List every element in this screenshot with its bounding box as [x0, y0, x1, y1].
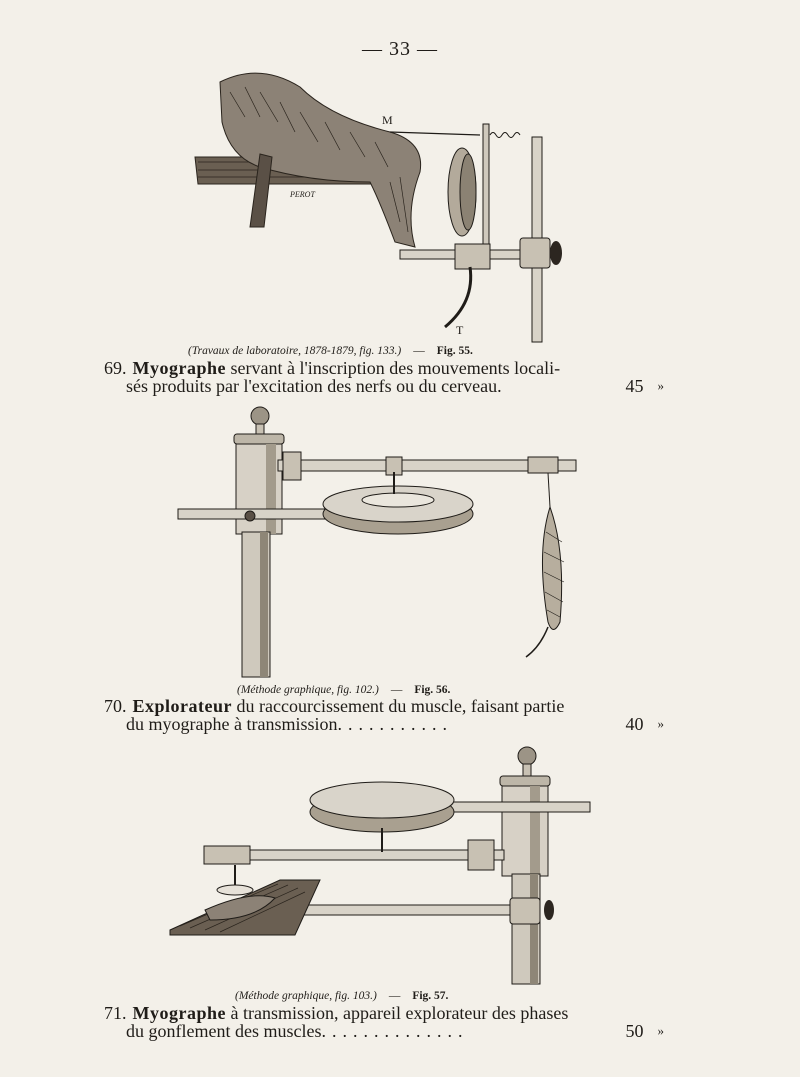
entry-leader: ..............	[321, 1022, 469, 1040]
engraver-signature: PEROT	[290, 190, 315, 199]
caption-fig-number: Fig. 56.	[414, 684, 451, 696]
catalog-entry-70	[104, 697, 664, 733]
entry-price: 50	[625, 1021, 644, 1041]
entry-description-1: servant à l'inscription des mouvements locali-	[230, 358, 561, 378]
catalog-entry-71	[104, 1004, 664, 1040]
caption-dash: —	[390, 684, 403, 696]
entry-leader	[502, 377, 616, 395]
figure-55-caption	[0, 345, 800, 357]
entry-term: Myographe	[132, 358, 226, 378]
entry-number: 70.	[104, 696, 127, 716]
entry-price-mark: »	[657, 716, 664, 731]
figure-55-myograph-illustration	[150, 62, 630, 347]
page-number: — 33 —	[362, 38, 438, 60]
caption-fig-number: Fig. 55.	[436, 345, 473, 357]
entry-leader: ...........	[337, 715, 453, 733]
figure-56-muscle-explorer-illustration	[168, 402, 588, 682]
entry-term: Explorateur	[132, 696, 232, 716]
label-m: M	[382, 113, 393, 127]
figure-56-caption	[0, 684, 800, 696]
entry-price-mark: »	[657, 378, 664, 393]
label-t: T	[456, 323, 464, 337]
catalog-entry-69	[104, 359, 664, 395]
caption-dash: —	[388, 990, 401, 1002]
figure-57-transmission-myograph-illustration	[160, 740, 610, 990]
caption-dash: —	[413, 345, 425, 357]
caption-source: (Méthode graphique, fig. 102.)	[237, 684, 379, 696]
entry-number: 71.	[104, 1003, 127, 1023]
entry-term: Myographe	[132, 1003, 226, 1023]
caption-fig-number: Fig. 57.	[412, 990, 449, 1002]
entry-description-2: du gonflement des muscles	[126, 1021, 322, 1041]
entry-description-2: du myographe à transmission	[126, 714, 338, 734]
entry-price: 40	[625, 714, 644, 734]
entry-description-1: du raccourcissement du muscle, faisant partie	[236, 696, 565, 716]
figure-57-caption	[0, 990, 800, 1002]
entry-price: 45	[625, 376, 644, 396]
entry-description-1: à transmission, appareil explorateur des phases	[230, 1003, 569, 1023]
caption-source: (Méthode graphique, fig. 103.)	[235, 990, 377, 1002]
entry-description-2: sés produits par l'excitation des nerfs ou du cerveau.	[126, 376, 502, 396]
entry-price-mark: »	[657, 1023, 664, 1038]
entry-number: 69.	[104, 358, 127, 378]
caption-source: (Travaux de laboratoire, 1878-1879, fig. 133.)	[188, 345, 402, 357]
